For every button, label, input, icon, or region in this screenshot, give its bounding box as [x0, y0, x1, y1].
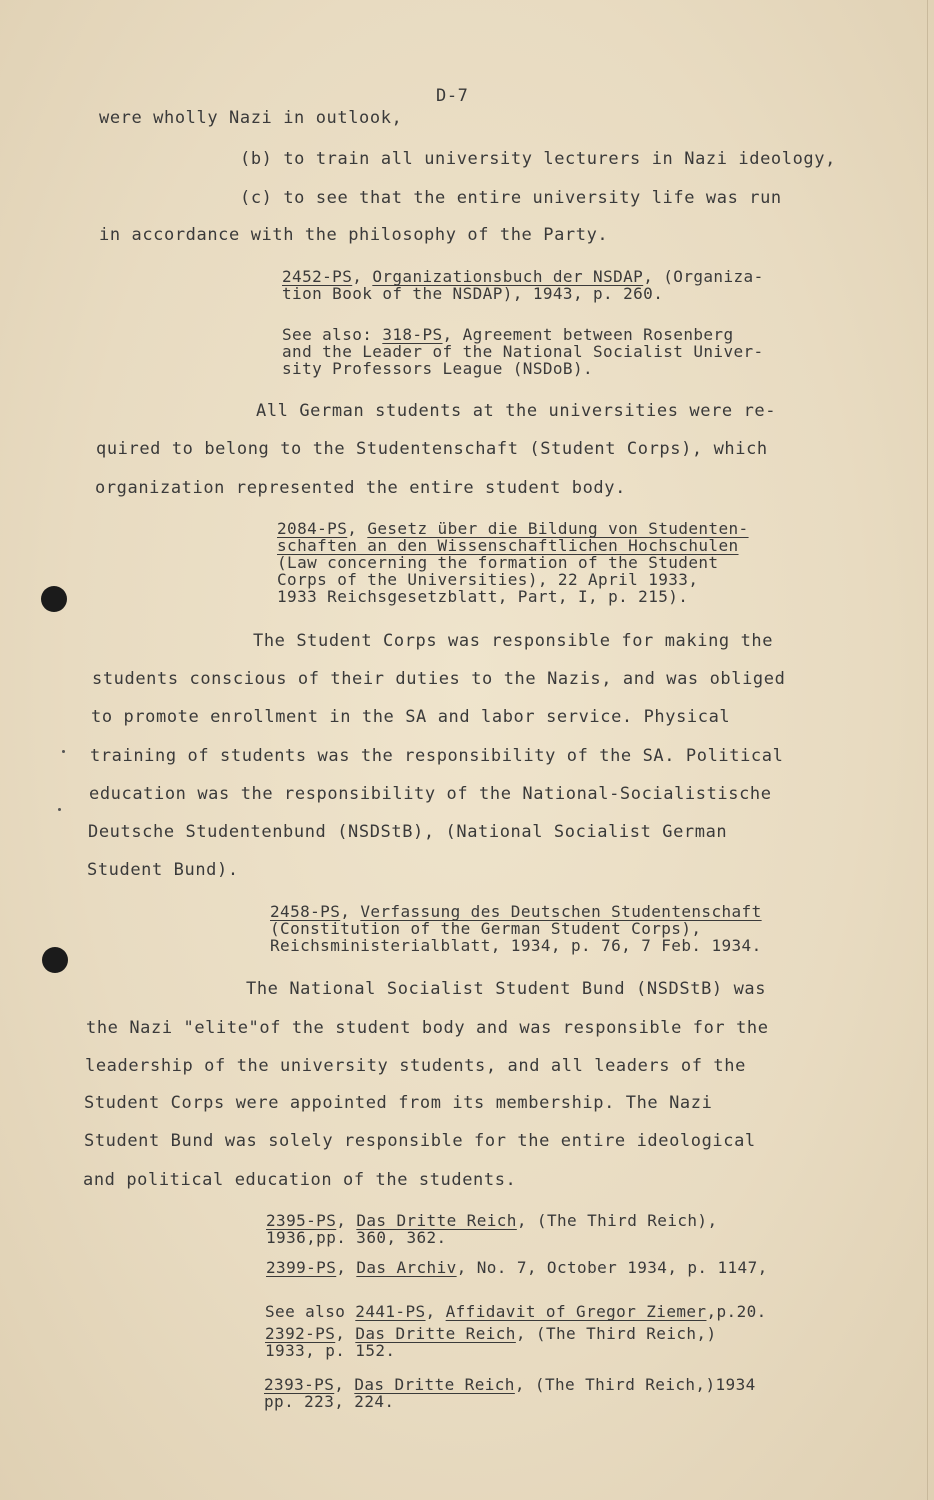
- citation-separator: ,: [340, 902, 361, 921]
- citation-text: 1933 Reichsgesetzblatt, Part, I, p. 215).: [277, 587, 689, 606]
- citation-separator: ,: [336, 1258, 357, 1277]
- text-line: (b) to train all university lecturers in Nazi ideology,: [240, 149, 836, 169]
- citation-separator: ,: [336, 1211, 357, 1230]
- citation: [265, 1303, 767, 1320]
- citation-text: , (Organiza-: [643, 267, 764, 286]
- citation-separator: ,: [352, 267, 373, 286]
- text-line: in accordance with the philosophy of the Party.: [99, 225, 609, 245]
- citation-text: (Law concerning the formation of the Student: [277, 553, 719, 572]
- citation-text: 1936,pp. 360, 362.: [266, 1228, 447, 1247]
- citation-title: Das Archiv: [356, 1258, 457, 1277]
- citation-text: , (The Third Reich,): [515, 1324, 717, 1343]
- citation-text: tion Book of the NSDAP), 1943, p. 260.: [282, 284, 664, 303]
- text-line: The Student Corps was responsible for making the: [253, 631, 774, 651]
- citation-doc-id: 2441-PS: [355, 1302, 426, 1321]
- citation-separator: ,: [347, 519, 368, 538]
- citation-title: Verfassung des Deutschen Studentenschaft: [360, 902, 762, 921]
- citation-text: ,p.20.: [706, 1302, 767, 1321]
- text-line: (c) to see that the entire university life was run: [240, 188, 782, 208]
- citation-title: Das Dritte Reich: [356, 1211, 517, 1230]
- citation-text: , (The Third Reich,)1934: [514, 1375, 756, 1394]
- citation-title: Affidavit of Gregor Ziemer: [445, 1302, 707, 1321]
- text-line: education was the responsibility of the National-Socialistische: [89, 784, 772, 804]
- citation-text: , No. 7, October 1934, p. 1147,: [456, 1258, 768, 1277]
- citation-doc-id: 2392-PS: [265, 1324, 336, 1343]
- citation-title: Das Dritte Reich: [354, 1375, 515, 1394]
- citation-text: 1933, p. 152.: [265, 1341, 396, 1360]
- paper-edge: [927, 0, 928, 1500]
- citation-text: Reichsministerialblatt, 1934, p. 76, 7 Feb. 1934.: [270, 936, 762, 955]
- punch-hole: [42, 947, 68, 973]
- citation-title: Gesetz über die Bildung von Studenten-: [367, 519, 749, 538]
- citation: [264, 1376, 756, 1410]
- citation-text: See also: [265, 1302, 356, 1321]
- citation-text: , (The Third Reich),: [516, 1211, 718, 1230]
- citation-doc-id: 2458-PS: [270, 902, 341, 921]
- citation-doc-id: 318-PS: [382, 325, 443, 344]
- citation-doc-id: 2399-PS: [266, 1258, 337, 1277]
- text-line: students conscious of their duties to the Nazis, and was obliged: [92, 669, 786, 689]
- text-line: All German students at the universities were re-: [256, 401, 777, 421]
- citation-text: Corps of the Universities), 22 April 1933,: [277, 570, 699, 589]
- text-line: organization represented the entire student body.: [95, 478, 626, 498]
- text-line: The National Socialist Student Bund (NSDStB) was: [246, 979, 767, 999]
- text-line: leadership of the university students, and all leaders of the: [85, 1056, 746, 1076]
- text-line: training of students was the responsibility of the SA. Political: [90, 746, 784, 766]
- citation-separator: ,: [334, 1375, 355, 1394]
- text-line: were wholly Nazi in outlook,: [99, 108, 403, 128]
- text-line: and political education of the students.: [83, 1170, 517, 1190]
- citation: [282, 268, 764, 302]
- citation-text: (Constitution of the German Student Corps),: [270, 919, 702, 938]
- text-line: to promote enrollment in the SA and labor service. Physical: [91, 707, 731, 727]
- page-number: D-7: [436, 86, 469, 106]
- citation-separator: ,: [425, 1302, 446, 1321]
- citation-doc-id: 2452-PS: [282, 267, 353, 286]
- text-line: Student Bund).: [87, 860, 239, 880]
- citation-separator: ,: [335, 1324, 356, 1343]
- citation-title: Das Dritte Reich: [355, 1324, 516, 1343]
- punch-hole: [41, 586, 67, 612]
- citation-text: See also:: [282, 325, 383, 344]
- citation-doc-id: 2393-PS: [264, 1375, 335, 1394]
- citation-text: , Agreement between Rosenberg: [442, 325, 734, 344]
- citation-doc-id: 2395-PS: [266, 1211, 337, 1230]
- text-line: quired to belong to the Studentenschaft (Student Corps), which: [96, 439, 768, 459]
- text-line: Student Bund was solely responsible for the entire ideological: [84, 1131, 756, 1151]
- citation: [265, 1325, 717, 1359]
- citation: [282, 326, 764, 377]
- text-line: Deutsche Studentenbund (NSDStB), (National Socialist German: [88, 822, 728, 842]
- text-line: the Nazi "elite"of the student body and was responsible for the: [86, 1018, 769, 1038]
- citation-title: Organizationsbuch der NSDAP: [372, 267, 644, 286]
- citation: [270, 903, 762, 954]
- citation-title: schaften an den Wissenschaftlichen Hochschulen: [277, 536, 739, 555]
- citation-doc-id: 2084-PS: [277, 519, 348, 538]
- citation-text: pp. 223, 224.: [264, 1392, 395, 1411]
- citation: [266, 1259, 768, 1276]
- speck: [58, 808, 61, 811]
- citation: [277, 520, 749, 605]
- speck: [62, 750, 65, 753]
- citation-text: and the Leader of the National Socialist Univer-: [282, 342, 764, 361]
- citation: [266, 1212, 718, 1246]
- text-line: Student Corps were appointed from its membership. The Nazi: [84, 1093, 713, 1113]
- citation-text: sity Professors League (NSDoB).: [282, 359, 594, 378]
